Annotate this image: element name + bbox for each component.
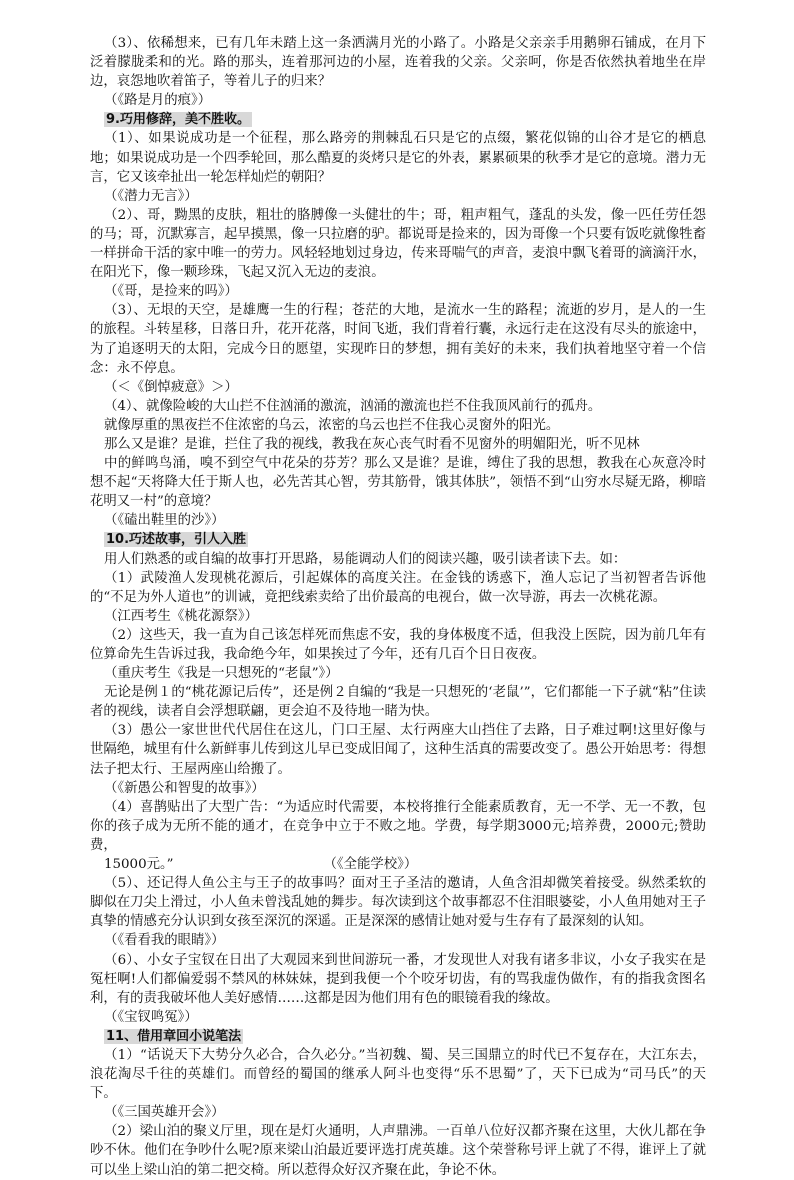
- section-heading-text: 10.巧述故事，引人入胜: [106, 532, 247, 548]
- paragraph: 用人们熟悉的或自编的故事打开思路，易能调动人们的阅读兴趣，吸引读者读下去。如：: [104, 551, 627, 567]
- document-page: [90, 34, 706, 1180]
- section-heading-text: 9.巧用修辞，美不胜收。: [106, 112, 250, 128]
- section-heading: [104, 530, 706, 549]
- paragraph: （1）武陵渔人发现桃花源后，引起媒体的高度关注。在金钱的诱惑下，渔人忘记了当初智者告诉他的“不足为外人道也”的训诫，竟把线索卖给了出价最高的电视台，做一次导游，再去一次桃花源。: [90, 570, 706, 605]
- source-citation: （《新愚公和智叟的故事》）: [104, 780, 265, 796]
- paragraph: 就像厚重的黑夜拦不住浓密的乌云，浓密的乌云也拦不住我心灵窗外的阳光。: [104, 417, 560, 433]
- paragraph: （4）喜鹊贴出了大型广告：“为适应时代需要，本校将推行全能素质教育，无一不学、无一不教，包你的孩子成为无所不能的通才，在竞争中立于不败之地。学费，每学期3000元;培养费，2000元;赞助费，: [90, 799, 706, 853]
- source-citation: （《磕出鞋里的沙》）: [104, 513, 225, 529]
- source-citation: （＜《倒悼疲意》＞）: [104, 379, 238, 395]
- source-citation: （《宝钗鸣冤》）: [104, 1009, 198, 1025]
- section-heading: [104, 1027, 706, 1046]
- paragraph: （1）“话说天下大势分久必合，合久必分。”当初魏、蜀、吴三国鼎立的时代已不复存在，大江东去，浪花淘尽千往的英雄们。而曾经的蜀国的继承人阿斗也变得“乐不思蜀”了，天下已成为“司马氏”的天下。: [90, 1047, 706, 1102]
- paragraph: 中的鲜鸣鸟涌，嗅不到空气中花朵的芬芳？那么又是谁？是谁，缚住了我的思想，教我在心灰意冷时想不起“天将降大任于斯人也，必先苦其心智，劳其筋骨，饿其体肤”，领悟不到“山穷水尽疑无路，柳暗花明又一村”的意境？: [90, 456, 706, 510]
- paragraph: （5）、还记得人鱼公主与王子的故事吗？面对王子圣洁的邀请，人鱼含泪却微笑着接受。纵然柔软的脚似在刀尖上滑过，小人鱼未曾浅乱她的舞步。每次读到这个故事都忍不住泪眼婆娑，小人鱼用她对王子真挚的情感充分认识到女孩至深沉的深遥。正是深深的感情让她对爱与生存有了最深刻的认知。: [90, 876, 706, 930]
- source-citation: （《哥，是捡来的吗》）: [104, 284, 238, 300]
- paragraph: （2）梁山泊的聚义厅里，现在是灯火通明，人声鼎沸。一百单八位好汉都齐聚在这里，大伙儿都在争吵不休。他们在争吵什么呢?原来梁山泊最近要评选打虎英雄。这个荣誉称号评上就了不得，谁评上了就可以坐上梁山泊的第二把交椅。所以惹得众好汉齐聚在此，争论不休。: [90, 1124, 706, 1178]
- paragraph: （3）、无垠的天空，是雄鹰一生的行程；苍茫的大地，是流水一生的路程；流逝的岁月，是人的一生的旅程。斗转星移，日落日升，花开花落，时间飞逝，我们背着行囊，永远行走在这没有尽头的旅途中，为了追逐明天的太阳，完成今日的愿望，实现昨日的梦想，拥有美好的未来，我们执着地坚守着一个信念：永不停息。: [90, 303, 706, 376]
- source-citation: （《三国英雄开会》）: [104, 1105, 225, 1121]
- paragraph: （6）、小女子宝钗在日出了大观园来到世间游玩一番，才发现世人对我有诸多非议，小女子我实在是冤枉啊!人们都偏爱弱不禁风的林妹妹，提到我便一个个咬牙切齿，有的骂我虚伪做作，有的指我贪图名利，有的责我破坏他人美好感情……这都是因为他们用有色的眼镜看我的缘故。: [90, 952, 706, 1006]
- paragraph: （2）、哥，黝黑的皮肤，粗壮的胳膊像一头健壮的牛；哥，粗声粗气，蓬乱的头发，像一匹任劳任怨的马；哥，沉默寡言，起早摸黑，像一只拉磨的驴。都说哥是捡来的，因为哥像一个只要有饭吃就像牲畜一样拼命干活的家中唯一的劳力。风轻轻地划过身边，传来哥喘气的声音，麦浪中飘飞着哥的滴滴汗水，在阳光下，像一颗珍珠，飞起又沉入无边的麦浪。: [90, 207, 706, 281]
- paragraph: 无论是例１的“桃花源记后传”，还是例２自编的“我是一只想死的‘老鼠’”，它们都能一下子就“粘”住读者的视线，读者自会浮想联翩，更会迫不及待地一睹为快。: [90, 685, 706, 720]
- ad-line: [90, 855, 706, 874]
- source-citation: （江西考生《桃花源祭》）: [104, 608, 258, 624]
- paragraph: （4）、就像险峻的大山拦不住汹涌的激流，汹涌的激流也拦不住我顶风前行的孤舟。: [104, 398, 602, 414]
- paragraph: 那么又是谁？是谁，拦住了我的视线，教我在灰心丧气时看不见窗外的明媚阳光，听不见林: [104, 436, 640, 452]
- section-heading-text: 11、借用章回小说笔法: [106, 1028, 242, 1044]
- source-citation: （《路是月的痕》）: [104, 93, 212, 109]
- source-citation: （重庆考生《我是一只想死的“老鼠”》）: [104, 666, 339, 682]
- paragraph: （3）、依稀想来，已有几年未踏上这一条洒满月光的小路了。小路是父亲亲手用鹅卵石铺成，在月下泛着朦胧柔和的光。路的那头，连着那河边的小屋，连着我的父亲。父亲呵，你是否依然执着地坐在岸边，哀怨地吹着笛子，等着儿子的归来？: [90, 36, 706, 90]
- ad-price-text: 15000元。”: [104, 857, 174, 873]
- paragraph: （3）愚公一家世世代代居住在这儿，门口王屋、太行两座大山挡住了去路，日子难过啊!这里好像与世隔绝，城里有什么新鲜事儿传到这儿早已变成旧闻了，这种生活真的需要改变了。愚公开始思考：得想法子把太行、王屋两座山给搬了。: [90, 723, 706, 777]
- paragraph: （1）、如果说成功是一个征程，那么路旁的荆棘乱石只是它的点缀，繁花似锦的山谷才是它的栖息地；如果说成功是一个四季轮回，那么酷夏的炎烤只是它的外表，累累硕果的秋季才是它的意境。潜力无言，它又该牵扯出一轮怎样灿烂的朝阳？: [90, 131, 706, 185]
- source-citation: （《全能学校》）: [323, 857, 418, 873]
- paragraph: （2）这些天，我一直为自己该怎样死而焦虑不安，我的身体极度不适，但我没上医院，因为前几年有位算命先生告诉过我，我命绝今年，如果挨过了今年，还有几百个日日夜夜。: [90, 627, 706, 662]
- source-citation: （《潜力无言》）: [104, 188, 198, 204]
- source-citation: （《看看我的眼睛》）: [104, 933, 225, 949]
- section-heading: [104, 110, 706, 129]
